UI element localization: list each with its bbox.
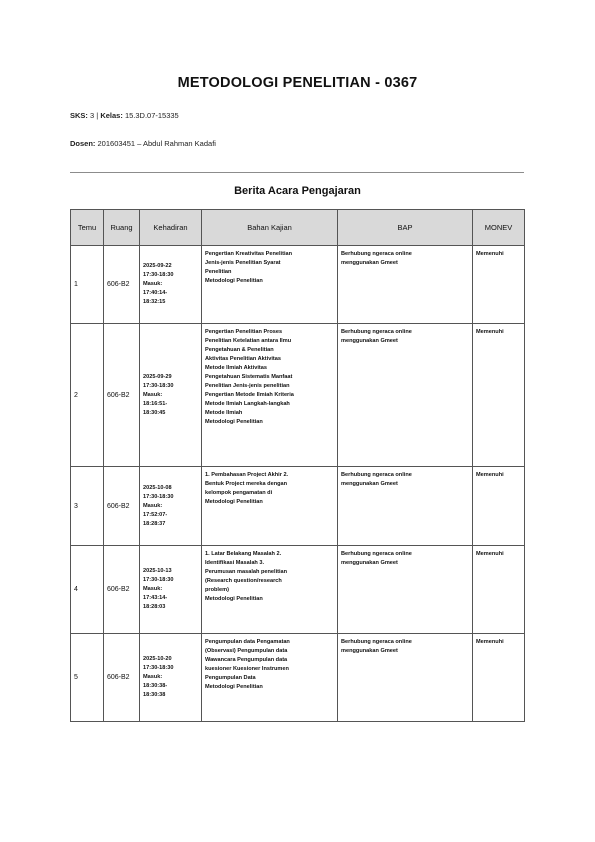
cell-monev: Memenuhi — [473, 324, 525, 467]
ruang-value: 606-B2 — [107, 281, 130, 288]
divider-line — [70, 172, 524, 173]
header-bap: BAP — [338, 210, 473, 246]
cell-kehadiran: 2025-10-20 17:30-18:30 Masuk: 18:30:38- 18:30:38 — [140, 634, 202, 722]
cell-bap: Berhubung ngeraca online menggunakan Gmeet — [338, 634, 473, 722]
cell-kehadiran: 2025-10-08 17:30-18:30 Masuk: 17:52:07- 18:28:37 — [140, 467, 202, 546]
cell-temu: 2 — [71, 324, 104, 467]
section-subtitle: Berita Acara Pengajaran — [234, 185, 361, 197]
cell-kehadiran: 2025-09-29 17:30-18:30 Masuk: 18:16:51- 18:30:45 — [140, 324, 202, 467]
cell-bahan-kajian: Pengumpulan data Pengamatan (Observasi) Pengumpulan data Wawancara Pengumpulan data kuesioner Kuesioner Instrumen Pengumpulan Data Metodologi Penelitian — [202, 634, 338, 722]
dosen-label: Dosen: — [70, 139, 96, 148]
cell-ruang — [104, 246, 140, 324]
document-title: METODOLOGI PENELITIAN - 0367 — [177, 75, 418, 91]
ruang-value: 606-B2 — [107, 391, 130, 399]
kelas-label: Kelas: — [100, 111, 123, 120]
cell-kehadiran: 2025-10-13 17:30-18:30 Masuk: 17:43:14- 18:28:03 — [140, 546, 202, 634]
lecturer-meta-line — [70, 139, 216, 148]
cell-temu: 1 — [71, 246, 104, 324]
cell-ruang — [104, 634, 140, 722]
cell-bahan-kajian: Pengertian Kreativitas Penelitian Jenis-jenis Penelitian Syarat Penelitian Metodologi Penelitian — [202, 246, 338, 324]
cell-ruang — [104, 467, 140, 546]
table-row — [71, 546, 525, 634]
meta-separator: | — [96, 111, 99, 120]
table-row — [71, 634, 525, 722]
cell-monev: Memenuhi — [473, 634, 525, 722]
cell-bahan-kajian: 1. Latar Belakang Masalah 2. Identifikasi Masalah 3. Perumusan masalah penelitian (Research question/research problem) Metodologi Penelitian — [202, 546, 338, 634]
header-ruang: Ruang — [104, 210, 140, 246]
cell-temu: 4 — [71, 546, 104, 634]
cell-bap: Berhubung ngeraca online menggunakan Gmeet — [338, 467, 473, 546]
cell-bahan-kajian: Pengertian Penelitian Proses Penelitian Ketelatian antara Ilmu Pengetahuan & Penelitian Aktivitas Penelitian Aktivitas Metode Ilmiah Aktivitas Pengetahuan Sistematis Manfaat Penelitian Jenis-jenis penelitian Pengertian Metode Ilmiah Kriteria Metode Ilmiah Langkah-langkah Metode Ilmiah Metodologi Penelitian — [202, 324, 338, 467]
table-row — [71, 467, 525, 546]
header-temu: Temu — [71, 210, 104, 246]
cell-bahan-kajian: 1. Pembahasan Project Akhir 2. Bentuk Project mereka dengan kelompok pengamatan di Metodologi Penelitian — [202, 467, 338, 546]
table-row — [71, 324, 525, 467]
ruang-value: 606-B2 — [107, 502, 130, 510]
cell-bap: Berhubung ngeraca online menggunakan Gmeet — [338, 546, 473, 634]
ruang-value: 606-B2 — [107, 674, 130, 681]
cell-temu: 3 — [71, 467, 104, 546]
cell-bap: Berhubung ngeraca online menggunakan Gmeet — [338, 246, 473, 324]
cell-kehadiran: 2025-09-22 17:30-18:30 Masuk: 17:40:14- 18:32:15 — [140, 246, 202, 324]
table-row — [71, 246, 525, 324]
sks-value: 3 — [90, 111, 95, 120]
kelas-value: 15.3D.07-15335 — [124, 111, 179, 120]
cell-ruang — [104, 324, 140, 467]
header-bahan-kajian: Bahan Kajian — [202, 210, 338, 246]
sks-label: SKS: — [70, 111, 88, 120]
cell-monev: Memenuhi — [473, 467, 525, 546]
teaching-record-table — [70, 209, 525, 722]
cell-bap: Berhubung ngeraca online menggunakan Gmeet — [338, 324, 473, 467]
cell-temu: 5 — [71, 634, 104, 722]
header-monev: MONEV — [473, 210, 525, 246]
dosen-value: 201603451 – Abdul Rahman Kadafi — [97, 139, 216, 148]
cell-monev: Memenuhi — [473, 546, 525, 634]
header-kehadiran: Kehadiran — [140, 210, 202, 246]
table-header-row — [71, 210, 525, 246]
course-meta-line — [70, 111, 179, 120]
ruang-value: 606-B2 — [107, 586, 130, 593]
cell-ruang — [104, 546, 140, 634]
cell-monev: Memenuhi — [473, 246, 525, 324]
